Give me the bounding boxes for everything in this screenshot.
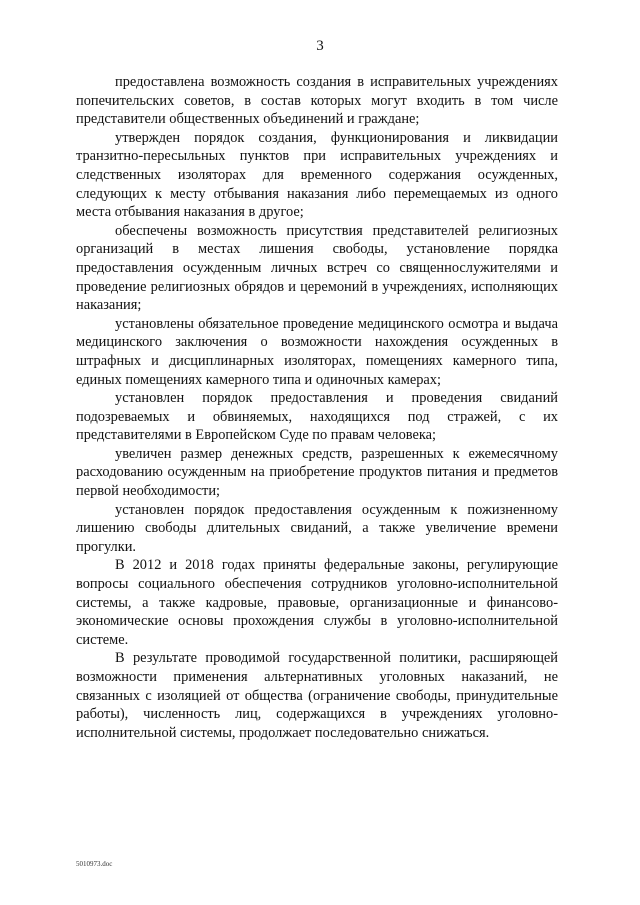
paragraph-2: утвержден порядок создания, функционирования и ликвидации транзитно-пересыльных пунктов при исправительных учреждениях и следственных изоляторах для временного содержания осужденных, следующих к месту отбывания наказания либо перемещаемых из одного места отбывания наказания в другое; [76, 129, 558, 221]
paragraph-6: увеличен размер денежных средств, разрешенных к ежемесячному расходованию осужденным на приобретение продуктов питания и предметов первой необходимости; [76, 445, 558, 500]
paragraph-5: установлен порядок предоставления и проведения свиданий подозреваемых и обвиняемых, находящихся под стражей, с их представителями в Европейском Суде по правам человека; [76, 390, 558, 444]
page-number: 3 [316, 38, 324, 54]
paragraph-8: В 2012 и 2018 годах приняты федеральные законы, регулирующие вопросы социального обеспечения сотрудников уголовно-исполнительной системы, а также кадровые, правовые, организационные и финансово-экономические основы прохождения службы в уголовно-исполнительной системе. [76, 557, 558, 648]
paragraph-7: установлен порядок предоставления осужденным к пожизненному лишению свободы длительных свиданий, а также увеличение времени прогулки. [76, 501, 558, 555]
paragraph-4: установлены обязательное проведение медицинского осмотра и выдача медицинского заключения о возможности нахождения осужденных в штрафных и дисциплинарных изоляторах, помещениях камерного типа, единых помещениях камерного типа и одиночных камерах; [76, 315, 558, 388]
document-file-code: 5010973.doc [76, 860, 113, 868]
paragraph-1: предоставлена возможность создания в исправительных учреждениях попечительских советов, в состав которых могут входить в том числе представители общественных объединений и граждане; [76, 74, 558, 128]
paragraph-9: В результате проводимой государственной политики, расширяющей возможности применения альтернативных уголовных наказаний, не связанных с изоляцией от общества (ограничение свободы, принудительные работы), численность лиц, содержащихся в учреждениях уголовно-исполнительной системы, продолжает последовательно снижаться. [76, 650, 558, 741]
paragraph-3: обеспечены возможность присутствия представителей религиозных организаций в местах лишения свободы, установление порядка предоставления осужденным личных встреч со священнослужителями и проведение религиозных обрядов и церемоний в учреждениях, исполняющих наказания; [76, 222, 558, 314]
document-body [76, 73, 558, 742]
